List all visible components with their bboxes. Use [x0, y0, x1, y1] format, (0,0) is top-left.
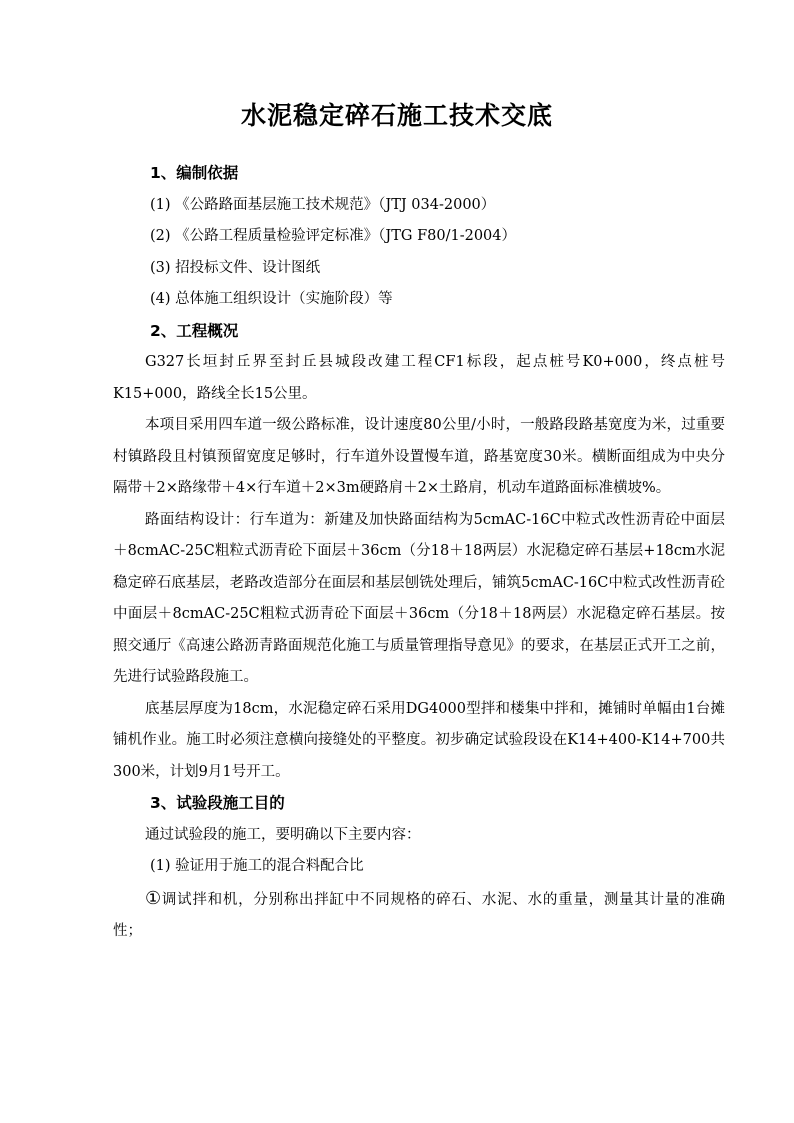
overview-paragraph: G327长垣封丘界至封丘县城段改建工程CF1标段，起点桩号K0+000，终点桩号K15+000，路线全长15公里。 [113, 354, 725, 402]
purpose-intro: 通过试验段的施工，要明确以下主要内容： [145, 826, 421, 843]
circled-number-one: ① [145, 887, 162, 909]
basis-item: (2) 《公路工程质量检验评定标准》（JTG F80/1-2004） [150, 228, 516, 244]
purpose-item: (1) 验证用于施工的混合料配合比 [150, 858, 364, 874]
section-heading-purpose: 3、试验段施工目的 [150, 794, 285, 812]
purpose-subitem-text: 调试拌和机，分别称出拌缸中不同规格的碎石、水泥、水的重量，测量其计量的准确性； [113, 891, 726, 939]
overview-paragraph: 底基层厚度为18cm，水泥稳定碎石采用DG4000型拌和楼集中拌和，摊铺时单幅由1台摊铺机作业。施工时必须注意横向接缝处的平整度。初步确定试验段设在K14+400-K14+700共300米，计划9月1号开工。 [113, 700, 725, 780]
section-heading-overview: 2、工程概况 [150, 321, 239, 340]
basis-item: (4) 总体施工组织设计（实施阶段）等 [150, 291, 393, 307]
document-body [113, 158, 725, 948]
document-title: 水泥稳定碎石施工技术交底 [240, 101, 553, 130]
section-heading-basis: 1、编制依据 [150, 164, 239, 182]
purpose-subitem [113, 883, 725, 948]
overview-paragraph: 路面结构设计：行车道为：新建及加快路面结构为5cmAC-16C中粒式改性沥青砼中面层＋8cmAC-25C粗粒式沥青砼下面层＋36cm（分18＋18两层）水泥稳定碎石基层+18cm水泥稳定碎石底基层，老路改造部分在面层和基层刨铣处理后，铺筑5cmAC-16C中粒式改性沥青砼中面层＋8cmAC-25C粗粒式沥青砼下面层＋36cm（分18＋18两层）水泥稳定碎石基层。按照交通厅《高速公路沥青路面规范化施工与质量管理指导意见》的要求，在基层正式开工之前，先进行试验路段施工。 [113, 511, 725, 685]
basis-item: (3) 招投标文件、设计图纸 [150, 259, 321, 276]
basis-item: (1) 《公路路面基层施工技术规范》（JTJ 034-2000） [150, 196, 496, 213]
overview-paragraph: 本项目采用四车道一级公路标准，设计速度80公里/小时，一般路段路基宽度为米，过重要村镇路段且村镇预留宽度足够时，行车道外设置慢车道，路基宽度30米。横断面组成为中央分隔带＋2×路缘带＋4×行车道＋2×3m硬路肩＋2×土路肩，机动车道路面标准横坡%。 [113, 417, 725, 496]
